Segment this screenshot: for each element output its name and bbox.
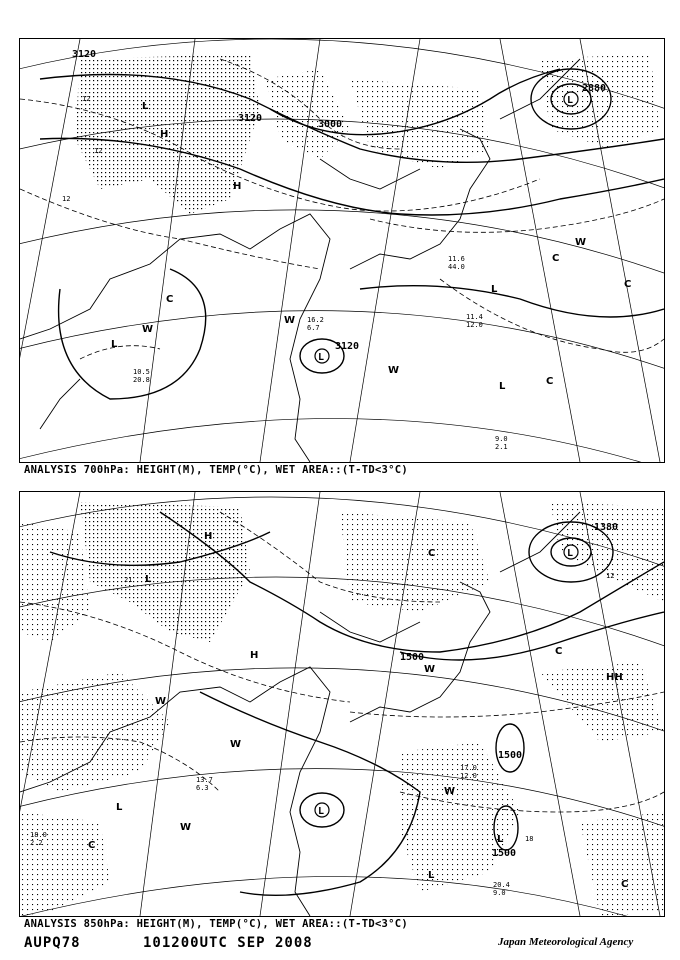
station-value: 18.0 xyxy=(30,831,47,839)
map-700hpa xyxy=(20,39,664,462)
system-symbol: HH xyxy=(606,672,623,683)
contour-label: 1500 xyxy=(498,750,523,761)
system-symbol: W xyxy=(444,786,456,797)
station-value: 13.7 xyxy=(196,776,213,784)
map-850hpa xyxy=(20,492,664,916)
contour-label: 1380 xyxy=(594,522,619,533)
contour-label: 3000 xyxy=(318,119,343,130)
isotherm-label: 12 xyxy=(82,95,91,103)
isotherm-label: 12 xyxy=(94,147,103,155)
contour-label: 2880 xyxy=(582,83,607,94)
map-panel-850hpa xyxy=(19,491,665,917)
system-symbol: W xyxy=(575,237,587,248)
system-symbol: W xyxy=(230,739,242,750)
system-symbol: H xyxy=(250,650,259,661)
contour-label: 3120 xyxy=(238,113,263,124)
circled-low-label: L xyxy=(567,95,574,106)
system-symbol: C xyxy=(552,253,560,264)
system-symbol: W xyxy=(142,324,154,335)
station-value: 2.2 xyxy=(30,839,43,847)
agency-name: Japan Meteorological Agency xyxy=(498,936,634,948)
system-symbol: L xyxy=(142,101,149,112)
contour-label: 3120 xyxy=(335,341,360,352)
system-symbol: W xyxy=(388,365,400,376)
contour-label: 1500 xyxy=(492,848,517,859)
station-value: 20.8 xyxy=(133,376,150,384)
system-symbol: L xyxy=(428,870,435,881)
caption-850hpa: ANALYSIS 850hPa: HEIGHT(M), TEMP(°C), WET AREA::(T-TD<3°C) xyxy=(24,918,409,930)
circled-low-label: L xyxy=(318,806,325,817)
system-symbol: C xyxy=(555,646,563,657)
map-panel-700hpa xyxy=(19,38,665,463)
contour-label: 1500 xyxy=(400,652,425,663)
system-symbol: W xyxy=(424,664,436,675)
station-value: 11.6 xyxy=(448,255,465,263)
valid-time: 101200UTC SEP 2008 xyxy=(143,935,313,951)
system-symbol: L xyxy=(499,381,506,392)
system-symbol: C xyxy=(624,279,632,290)
station-value: 9.0 xyxy=(495,435,508,443)
isotherm-label: 18 xyxy=(525,835,534,843)
station-value: 10.5 xyxy=(133,368,150,376)
system-symbol: L xyxy=(116,802,123,813)
isotherm-label: 21 xyxy=(124,576,133,584)
system-symbol: L xyxy=(111,339,118,350)
station-value: 6.3 xyxy=(196,784,209,792)
isotherm-label: 12 xyxy=(62,195,71,203)
circled-low-label: L xyxy=(567,548,574,559)
system-symbol: C xyxy=(546,376,554,387)
system-symbol: L xyxy=(497,834,504,845)
system-symbol: H xyxy=(233,181,242,192)
station-value: 2.1 xyxy=(495,443,508,451)
station-value: 44.0 xyxy=(448,263,465,271)
circled-low-label: L xyxy=(318,352,325,363)
station-value: 11.4 xyxy=(466,313,483,321)
system-symbol: W xyxy=(155,696,167,707)
system-symbol: L xyxy=(145,574,152,585)
system-symbol: C xyxy=(166,294,174,305)
station-value: 9.0 xyxy=(493,889,506,897)
isotherm-label: 12 xyxy=(606,572,615,580)
station-value: 16.2 xyxy=(307,316,324,324)
station-value: 12.0 xyxy=(466,321,483,329)
product-code: AUPQ78 xyxy=(24,935,81,951)
system-symbol: C xyxy=(88,840,96,851)
station-value: 20.4 xyxy=(493,881,510,889)
system-symbol: H xyxy=(204,531,213,542)
system-symbol: W xyxy=(180,822,192,833)
system-symbol: H xyxy=(160,129,169,140)
station-value: 6.7 xyxy=(307,324,320,332)
system-symbol: C xyxy=(428,548,436,559)
station-value: 17.0 xyxy=(460,764,477,772)
station-value: 12.0 xyxy=(460,772,477,780)
caption-700hpa: ANALYSIS 700hPa: HEIGHT(M), TEMP(°C), WET AREA::(T-TD<3°C) xyxy=(24,464,409,476)
system-symbol: L xyxy=(491,284,498,295)
contour-label: 3120 xyxy=(72,49,97,60)
system-symbol: W xyxy=(284,315,296,326)
system-symbol: C xyxy=(621,879,629,890)
